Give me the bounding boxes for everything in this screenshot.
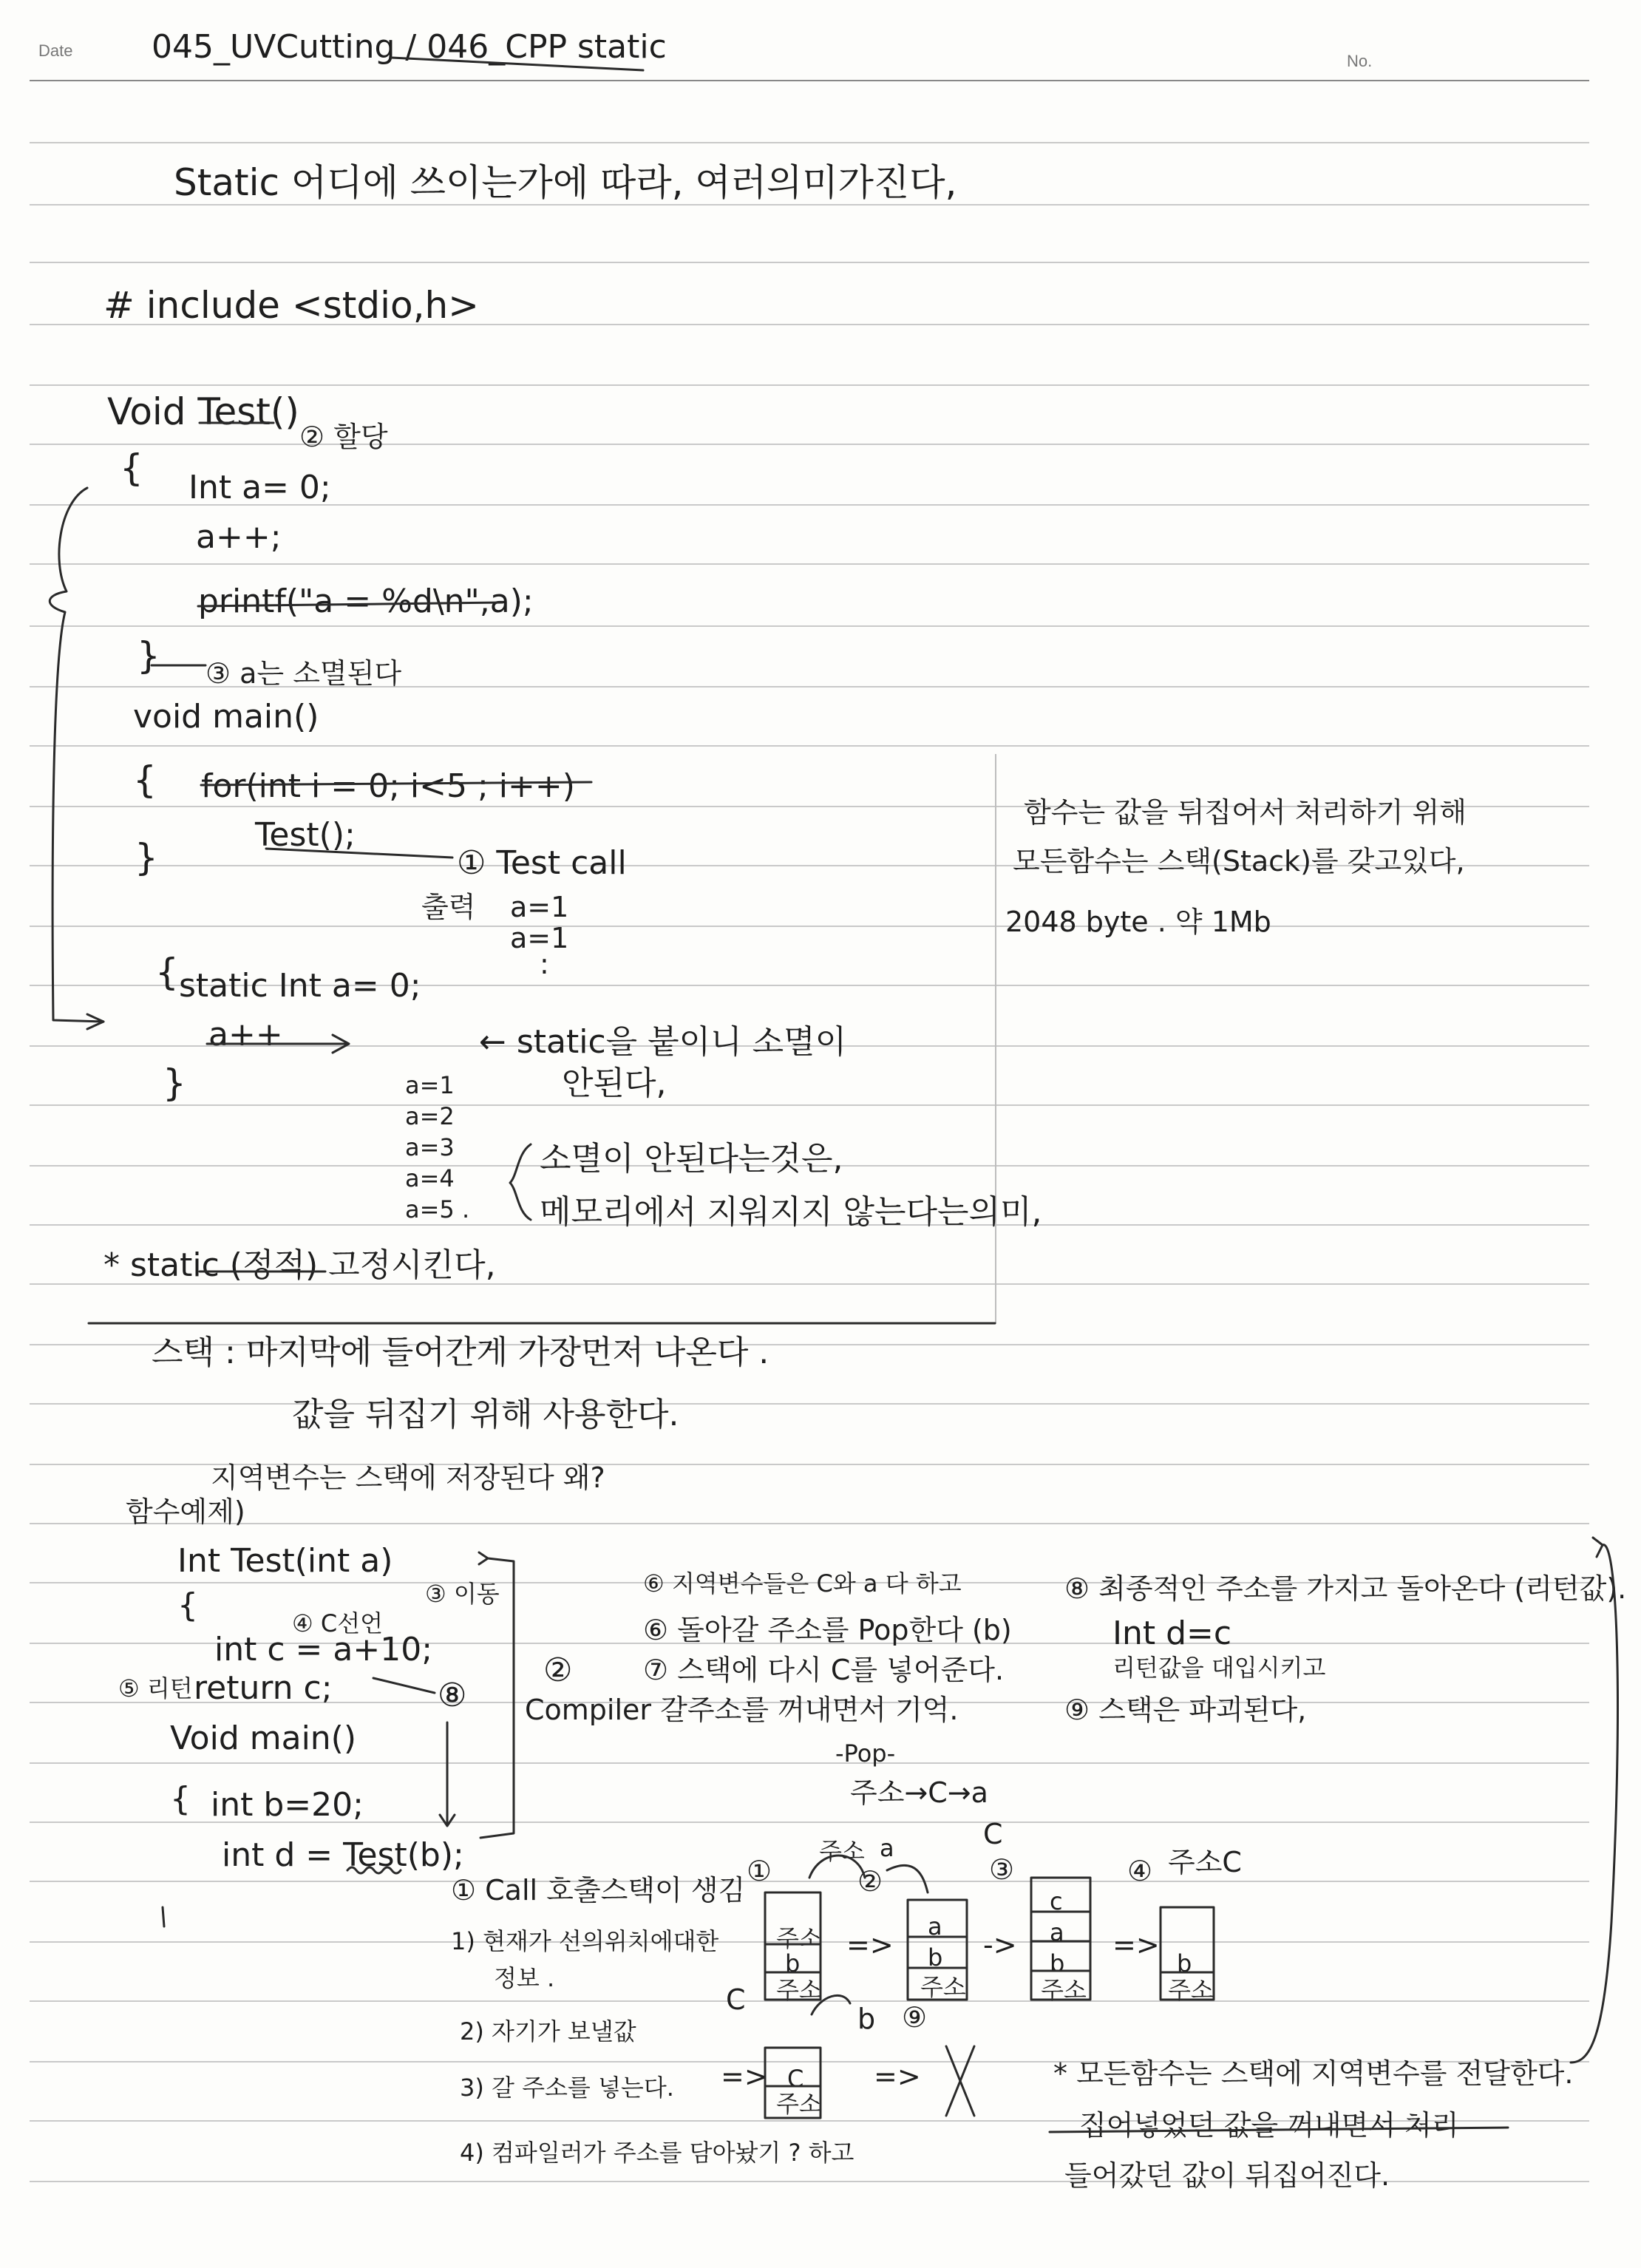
test-call-line: Test();	[255, 816, 356, 854]
static-note-2: 안된다,	[562, 1065, 667, 1102]
main-brace-open: {	[133, 758, 157, 801]
int-test-line: Int Test(int a)	[177, 1542, 393, 1580]
ruled-line	[30, 1762, 1589, 1764]
note-9: ⑨ 스택은 파괴된다,	[1064, 1694, 1307, 1726]
stack1-cell: 주소	[776, 1924, 822, 1952]
note-move: ③ 이동	[425, 1580, 500, 1608]
void-main-line: void main()	[133, 698, 319, 736]
intro-text: Static 어디에 쓰이는가에 따라, 여러의미가진다,	[174, 161, 957, 204]
brace-close: }	[137, 634, 160, 677]
ruled-line	[30, 1881, 1589, 1882]
page-number-label: No.	[1347, 52, 1373, 70]
note-8b: Int d=c	[1112, 1615, 1232, 1652]
ruled-line	[30, 625, 1589, 627]
diagram-a-label: a	[880, 1834, 894, 1862]
note-7: ⑦ 스택에 다시 C를 넣어준다.	[643, 1654, 1005, 1686]
output-a1: a=1	[510, 891, 569, 923]
brace-note-2: 메모리에서 지워지지 않는다는의미,	[540, 1193, 1042, 1231]
static-star-note: * static (정적) 고정시킨다,	[103, 1246, 496, 1284]
int-a-line: Int a= 0;	[188, 469, 331, 506]
test-brace: {	[177, 1586, 198, 1624]
compiler-note: Compiler 갈주소를 꺼내면서 기억.	[525, 1694, 959, 1726]
stack2-cell: 주소	[920, 1973, 966, 2001]
diagram-addr-c: 주소C	[1168, 1846, 1242, 1878]
side-note-1: 함수는 값을 뒤집어서 처리하기 위해	[1024, 796, 1467, 829]
for-loop-line: for(int i = 0; i<5 ; i++)	[201, 767, 575, 805]
ruled-line	[30, 1104, 1589, 1106]
stack5-cell: C	[787, 2065, 804, 2093]
stack2-cell: a	[928, 1912, 942, 1941]
column-divider	[995, 754, 996, 1323]
diagram-step-4: ④	[1127, 1855, 1153, 1887]
pop-label: -Pop-	[835, 1739, 896, 1768]
printf-line: printf("a = %d\n",a);	[198, 583, 534, 620]
ruled-line	[30, 80, 1589, 81]
diagram-b-label: b	[857, 2003, 876, 2035]
call-note-2a: 1) 현재가 선의위치에대한	[451, 1927, 719, 1955]
note-destroy: ③ a는 소멸된다	[205, 657, 402, 690]
int-c-line: int c = a+10;	[214, 1631, 433, 1668]
diagram-c-label-2: C	[726, 1983, 746, 2016]
include-line: # include <stdio,h>	[103, 284, 480, 327]
stack1-cell: 주소	[776, 1976, 822, 2004]
int-d-line: int d = Test(b);	[222, 1836, 464, 1874]
static-seq-3: a=3	[405, 1133, 455, 1161]
ruled-line	[30, 563, 1589, 565]
final-note-2: 집어넣었던 값을 꺼내면서 처리	[1079, 2109, 1459, 2142]
static-seq-2: a=2	[405, 1102, 455, 1130]
note-c-decl: ④ C선언	[292, 1609, 384, 1637]
diagram-step-2: ②	[857, 1865, 883, 1898]
brace-open: {	[120, 447, 143, 489]
note-8c: 리턴값을 대입시키고	[1112, 1654, 1326, 1682]
ruled-line	[30, 444, 1589, 445]
stack-arrow-3: =>	[1112, 1929, 1160, 1961]
static-seq-4: a=4	[405, 1164, 455, 1192]
call-note-1: ① Call 호출스택이 생김	[451, 1874, 746, 1907]
stack2-cell: b	[928, 1943, 943, 1972]
ruled-line	[30, 142, 1589, 143]
static-seq-1: a=1	[405, 1071, 455, 1099]
circle-8: ⑧	[438, 1677, 467, 1714]
final-note-3: 들어갔던 값이 뒤집어진다.	[1064, 2159, 1390, 2192]
stack3-cell: 주소	[1041, 1976, 1087, 2004]
stack-use-line: 값을 뒤집기 위해 사용한다.	[292, 1396, 679, 1433]
stack3-cell: a	[1050, 1918, 1064, 1946]
ruled-line	[30, 745, 1589, 747]
stack-def-line: 스택 : 마지막에 들어간게 가장먼저 나온다 .	[152, 1334, 769, 1371]
side-note-2: 모든함수는 스택(Stack)를 갖고있다,	[1013, 845, 1465, 877]
static-seq-5: a=5 .	[405, 1195, 470, 1223]
stack5-cell: 주소	[776, 2090, 822, 2118]
stack-arrow-5: =>	[874, 2060, 921, 2093]
stack3-cell: b	[1050, 1949, 1065, 1977]
call-note-4: 3) 갈 주소를 넣는다.	[460, 2074, 674, 2102]
brace-note-1: 소멸이 안된다는것은,	[540, 1140, 843, 1178]
main-brace-close: }	[135, 836, 158, 879]
output-dots: :	[540, 948, 549, 980]
page-title: 045_UVCutting / 046_CPP static	[152, 28, 667, 66]
note-test-call: ① Test call	[457, 844, 627, 882]
call-note-3: 2) 자기가 보낼값	[460, 2017, 636, 2045]
void-main-bottom: Void main()	[170, 1719, 357, 1757]
a-increment-line: a++;	[196, 518, 282, 556]
output-a2: a=1	[510, 922, 569, 954]
stack1-cell: b	[785, 1949, 801, 1977]
stack4-cell: 주소	[1168, 1976, 1214, 2004]
static-brace-close: }	[163, 1062, 186, 1104]
static-brace-open: {	[155, 951, 179, 994]
ruled-line	[30, 1523, 1589, 1524]
note-6b: ⑥ 돌아갈 주소를 Pop한다 (b)	[643, 1614, 1012, 1646]
note-alloc: ② 할당	[299, 421, 388, 453]
note-6: ⑥ 지역변수들은 C와 a 다 하고	[643, 1569, 962, 1598]
output-label: 출력	[421, 891, 476, 923]
diagram-step-1: ①	[747, 1855, 772, 1887]
ruled-line	[30, 1403, 1589, 1405]
call-note-2b: 정보 .	[494, 1964, 555, 1992]
call-note-5: 4) 컴파일러가 주소를 담아놨기 ? 하고	[460, 2139, 855, 2167]
note-return: ⑤ 리턴	[118, 1674, 193, 1702]
static-a-increment: a++	[208, 1016, 283, 1053]
diagram-step-3: ③	[989, 1853, 1015, 1886]
circle-2: ②	[543, 1651, 573, 1689]
final-note-1: * 모든함수는 스택에 지역변수를 전달한다.	[1053, 2057, 1574, 2090]
void-test-line: Void Test()	[107, 390, 299, 433]
static-int-line: static Int a= 0;	[179, 967, 421, 1005]
stack-arrow-4: =>	[721, 2060, 768, 2093]
int-b-line: int b=20;	[211, 1786, 364, 1824]
stack-arrow: =>	[846, 1929, 894, 1961]
date-label: Date	[38, 41, 73, 60]
diagram-step-9: ⑨	[902, 2001, 928, 2034]
side-note-3: 2048 byte . 약 1Mb	[1005, 906, 1271, 938]
ruled-line	[30, 262, 1589, 263]
stack-arrow-2: ->	[983, 1929, 1017, 1961]
func-example-label: 함수예제)	[126, 1495, 245, 1528]
diagram-c-label: C	[983, 1818, 1003, 1850]
stack3-cell: c	[1050, 1887, 1063, 1915]
diagram-addr-label: 주소	[819, 1837, 865, 1865]
ruled-line	[30, 204, 1589, 206]
static-note-1: ← static을 붙이니 소멸이	[479, 1023, 847, 1061]
return-line: return c;	[194, 1669, 333, 1707]
stack4-cell: b	[1177, 1949, 1192, 1977]
local-var-line: 지역변수는 스택에 저장된다 왜?	[211, 1461, 605, 1494]
pop-chain: 주소→C→a	[850, 1776, 988, 1809]
note-8: ⑧ 최종적인 주소를 가지고 돌아온다 (리턴값).	[1064, 1572, 1627, 1605]
main-brace-bottom: {	[170, 1780, 191, 1818]
ruled-line	[30, 926, 1589, 927]
ruled-line	[30, 384, 1589, 386]
